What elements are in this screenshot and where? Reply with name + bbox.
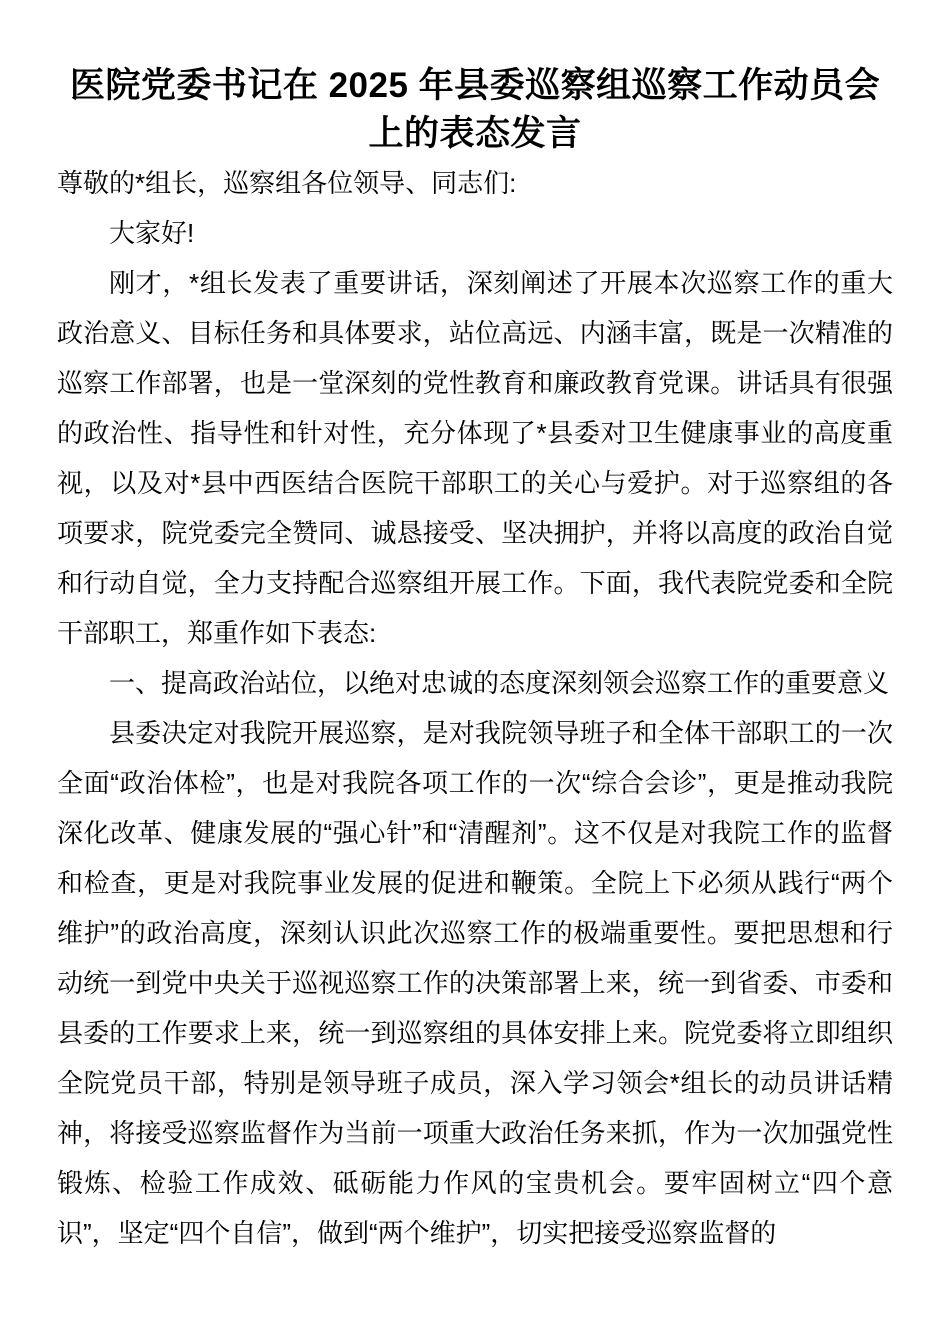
section-1-paragraph: 县委决定对我院开展巡察，是对我院领导班子和全体干部职工的一次全面“政治体检”，也是对我院各项工作的一次“综合会诊”，更是推动我院深化改革、健康发展的“强心针”和“清醒剂”。这不仅是对我院工作的监督和检查，更是对我院事业发展的促进和鞭策。全院上下必须从践行“两个维护”的政治高度，深刻认识此次巡察工作的极端重要性。要把思想和行动统一到党中央关于巡视巡察工作的决策部署上来，统一到省委、市委和县委的工作要求上来，统一到巡察组的具体安排上来。院党委将立即组织全院党员干部，特别是领导班子成员，深入学习领会*组长的动员讲话精神，将接受巡察监督作为当前一项重大政治任务来抓，作为一次加强党性锻炼、检验工作成效、砥砺能力作风的宝贵机会。要牢固树立“四个意识”，坚定“四个自信”，做到“两个维护”，切实把接受巡察监督的 — [57, 718, 893, 1248]
section-1-heading: 一、提高政治站位，以绝对忠诚的态度深刻领会巡察工作的重要意义 — [109, 668, 890, 698]
opening-paragraph: 刚才，*组长发表了重要讲话，深刻阐述了开展本次巡察工作的重大政治意义、目标任务和具体要求，站位高远、内涵丰富，既是一次精准的巡察工作部署，也是一堂深刻的党性教育和廉政教育党课。讲话具有很强的政治性、指导性和针对性，充分体现了*县委对卫生健康事业的高度重视，以及对*县中西医结合医院干部职工的关心与爱护。对于巡察组的各项要求，院党委完全赞同、诚恳接受、坚决拥护，并将以高度的政治自觉和行动自觉，全力支持配合巡察组开展工作。下面，我代表院党委和全院干部职工，郑重作如下表态: — [57, 268, 893, 648]
document-title-line-2: 上的表态发言 — [368, 114, 582, 153]
greeting-paragraph: 大家好! — [109, 218, 195, 248]
document-title — [57, 62, 893, 158]
document-title-line-1: 医院党委书记在 2025 年县委巡察组巡察工作动员会 — [69, 66, 881, 105]
salutation-paragraph: 尊敬的*组长，巡察组各位领导、同志们: — [57, 168, 517, 198]
document-body — [57, 158, 893, 1258]
